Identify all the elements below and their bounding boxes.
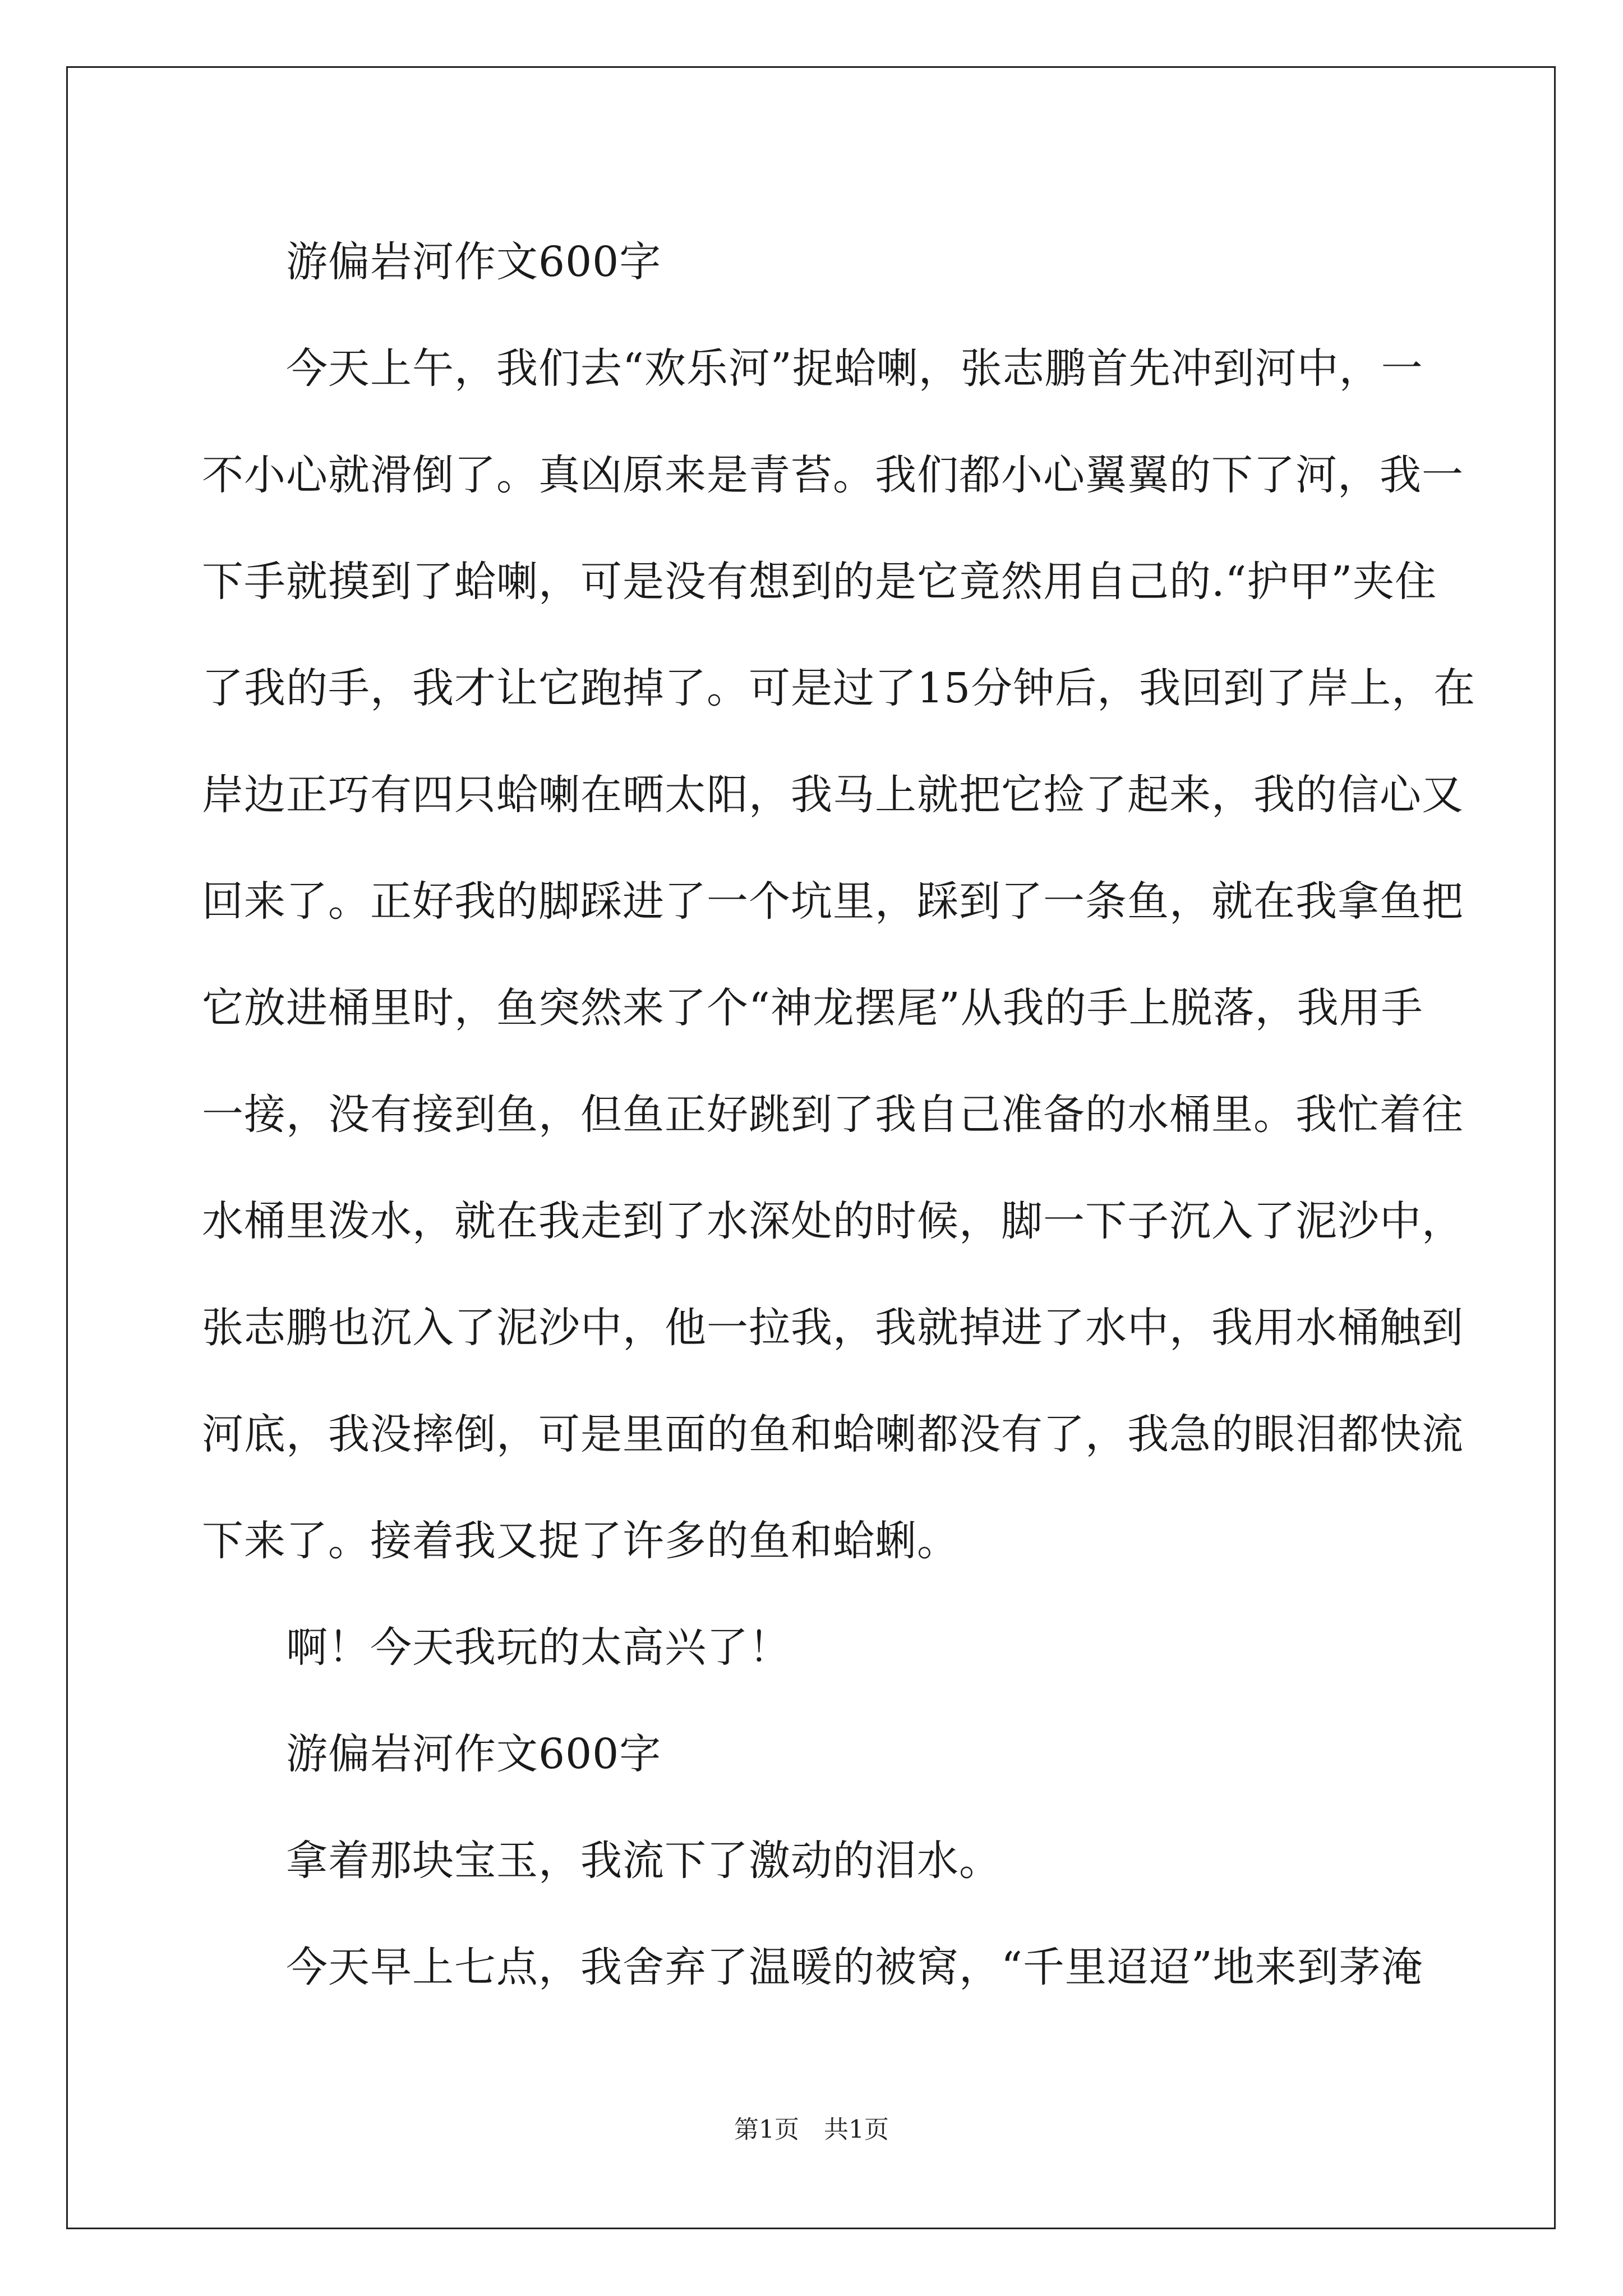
text-line: 今天早上七点，我舍弃了温暖的被窝，“千里迢迢”地来到茅淹	[286, 1943, 1423, 1991]
text-line: 了我的手，我才让它跑掉了。可是过了15分钟后，我回到了岸上，在	[202, 664, 1476, 712]
text-line: 回来了。正好我的脚踩进了一个坑里，踩到了一条鱼，就在我拿鱼把	[202, 877, 1464, 926]
text-line: 游偏岩河作文600字	[286, 1730, 662, 1778]
text-line: 游偏岩河作文600字	[286, 238, 662, 286]
page-footer: 第1页 共1页	[734, 2115, 889, 2144]
text-line: 一接，没有接到鱼，但鱼正好跳到了我自己准备的水桶里。我忙着往	[202, 1091, 1464, 1139]
text-line: 岸边正巧有四只蛤喇在晒太阳，我马上就把它捡了起来，我的信心又	[202, 771, 1464, 819]
text-line: 它放进桶里时，鱼突然来了个“神龙摆尾”从我的手上脱落，我用手	[202, 984, 1423, 1032]
text-line: 拿着那块宝玉，我流下了激动的泪水。	[286, 1837, 1001, 1885]
document-body	[202, 209, 1476, 2021]
text-line: 水桶里泼水，就在我走到了水深处的时候，脚一下子沉入了泥沙中，	[202, 1197, 1464, 1245]
text-line: 今天上午，我们去“欢乐河”捉蛤喇，张志鹏首先冲到河中，一	[286, 344, 1423, 393]
text-line: 下来了。接着我又捉了许多的鱼和蛤蜊。	[202, 1517, 959, 1565]
text-line: 啊！今天我玩的太高兴了！	[286, 1623, 791, 1672]
text-line: 不小心就滑倒了。真凶原来是青苔。我们都小心翼翼的下了河，我一	[202, 451, 1464, 499]
text-line: 张志鹏也沉入了泥沙中，他一拉我，我就掉进了水中，我用水桶触到	[202, 1304, 1464, 1352]
text-line: 下手就摸到了蛤喇，可是没有想到的是它竟然用自己的.“护甲”夹住	[202, 558, 1437, 606]
text-line: 河底，我没摔倒，可是里面的鱼和蛤喇都没有了，我急的眼泪都快流	[202, 1410, 1464, 1458]
